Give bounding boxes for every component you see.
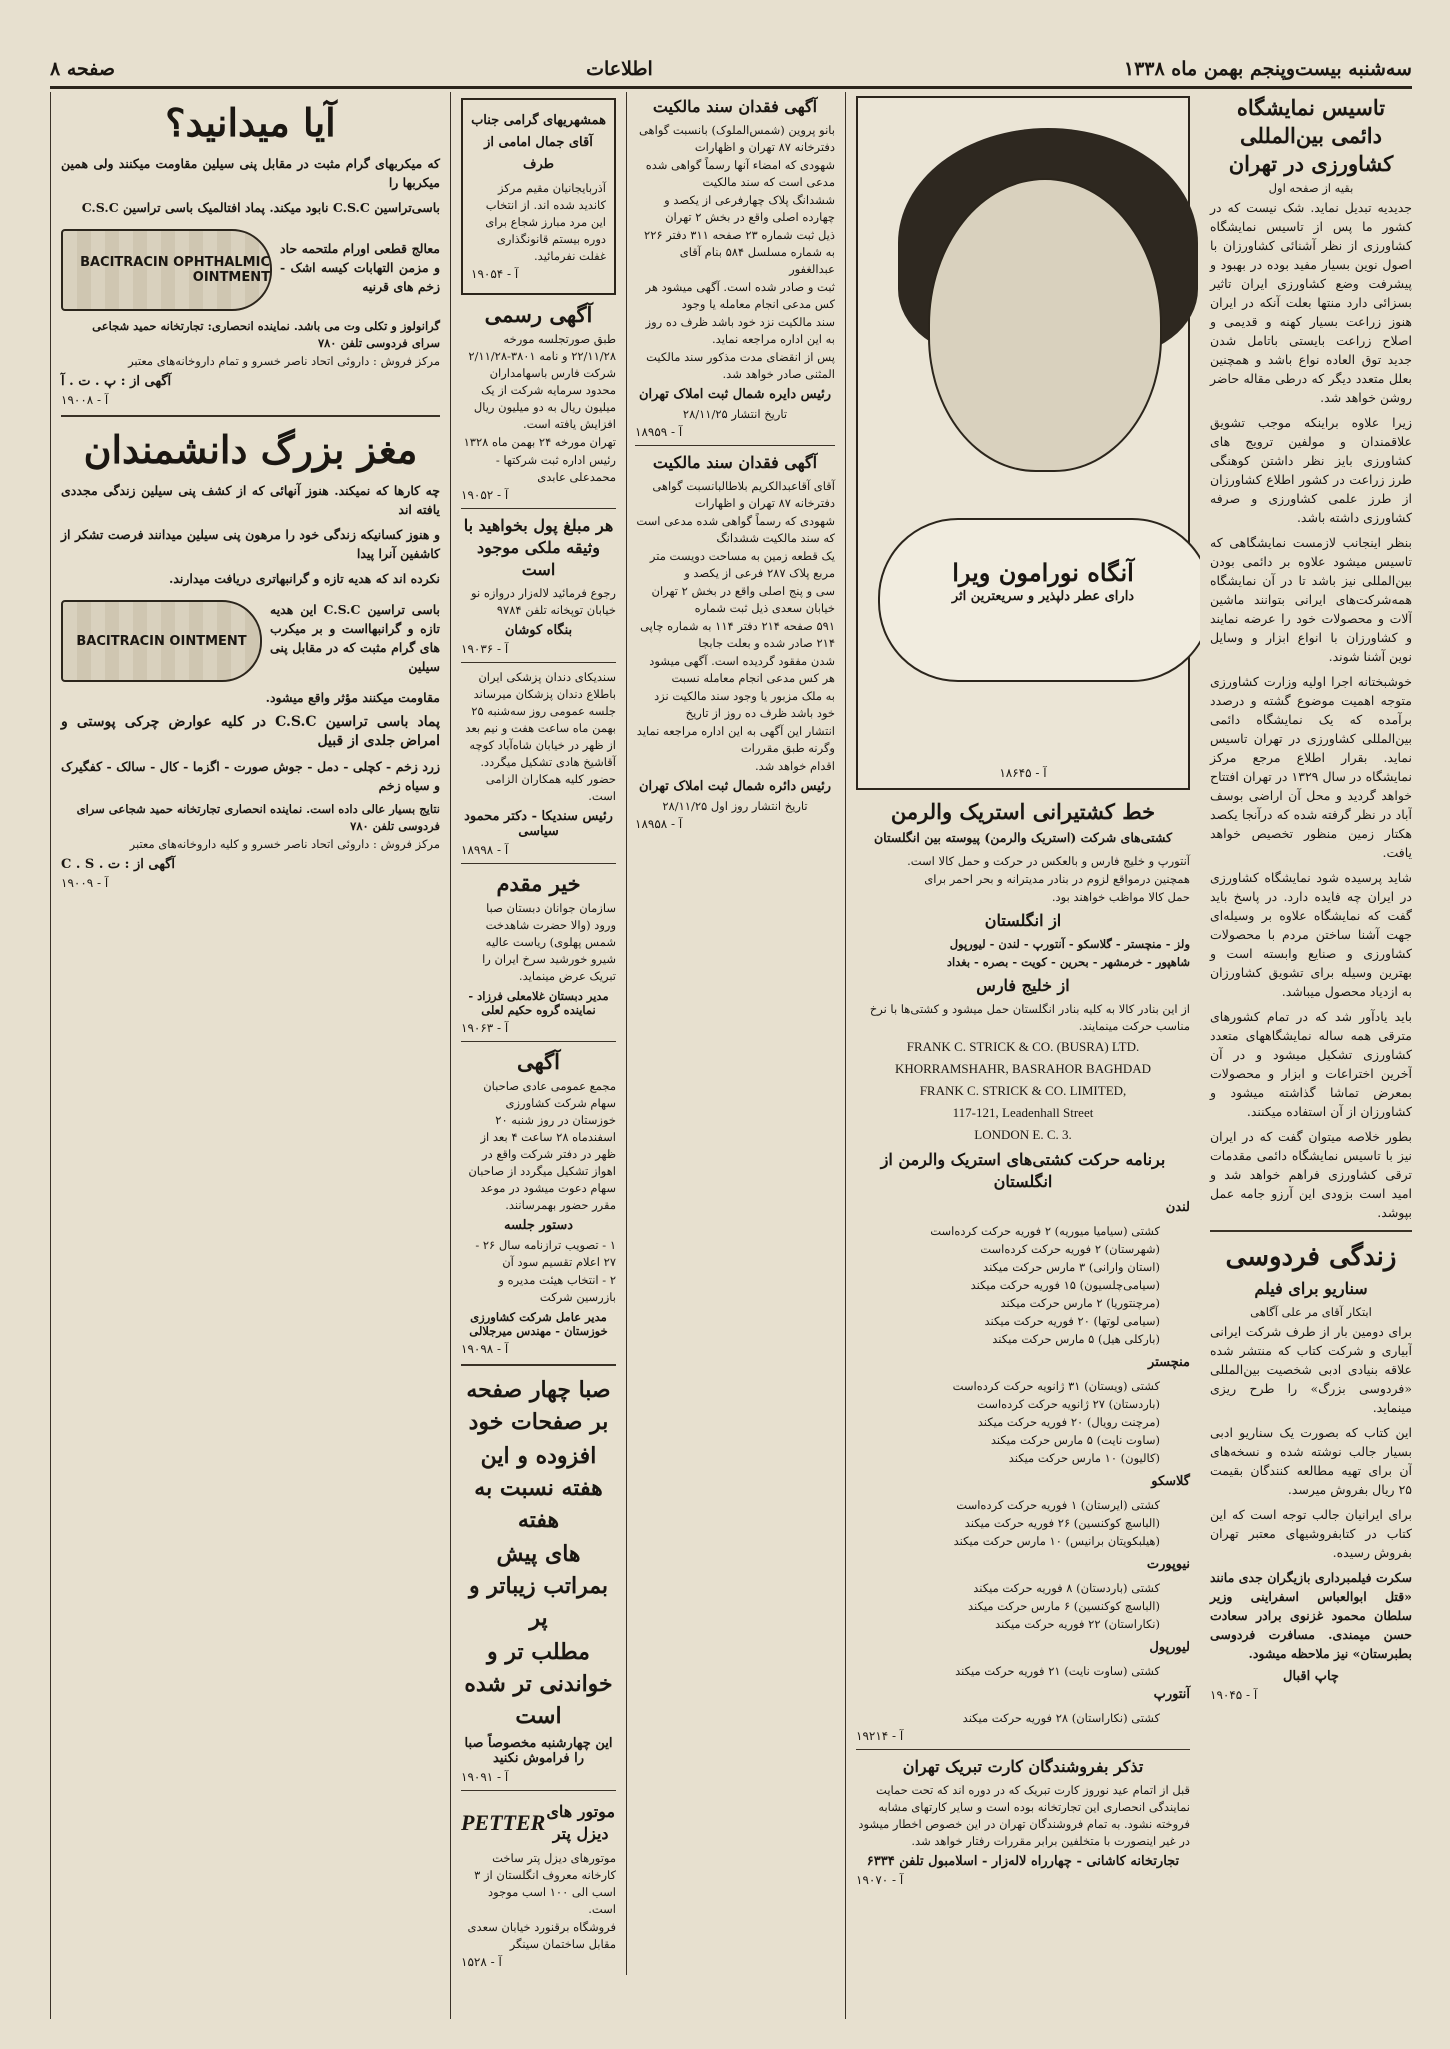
tube-label: BACITRACIN OPHTHALMIC OINTMENT	[80, 255, 270, 285]
cosmetic-ad	[856, 96, 1190, 790]
lost-deed-line: آقای آقاعبدالکریم بلاطالبانسبت گواهی دفترخانه ۸۷ تهران و اظهارات	[652, 479, 835, 510]
csc-ad2-line: و هنوز کسانیکه زندگی خود را مرهون پنی سیلین میدانند فرصت تشکر از کاشفین آنرا پیدا	[61, 527, 440, 561]
card-notice-sign: تجارتخانه کاشانی - چهارراه لاله‌زار - اسلامبول تلفن ۶۳۳۴	[866, 1854, 1180, 1869]
schedule-row: کشتی (سیامیا میوریه) ۲ فوریه حرکت کرده‌است	[930, 1224, 1160, 1238]
schedule-row: کشتی (ویستان) ۳۱ ژانویه حرکت کرده‌است	[952, 1379, 1160, 1393]
schedule-port: گلاسکو	[1151, 1474, 1190, 1489]
official-title: آگهی رسمی	[484, 302, 593, 327]
welcome-sign: مدیر دبستان غلامعلی فرزاد - نماینده گروه حکیم لعلی	[468, 989, 609, 1017]
csc-ad1-line: معالج قطعی اورام ملتحمه حاد و مزمن التهابات کیسه اشک - زخم های قرنیه	[280, 240, 440, 294]
company-line: FRANK C. STRICK & CO. LIMITED,	[919, 1083, 1127, 1098]
ointment-tube-illustration	[61, 600, 262, 682]
schedule-row: (مرچنتوریا) ۲ مارس حرکت میکند	[1000, 1296, 1160, 1310]
csc-ad2-line: نکرده اند که هدیه تازه و گرانبهاتری دریافت میدارند.	[169, 571, 440, 586]
lost-deed-line: شهودی که رسماً گواهی شده مدعی است که سند مالکیت ششدانگ	[636, 514, 835, 545]
ad-code: آ - ۱۹۰۰۸	[61, 393, 109, 407]
ad-code: آ - ۱۹۲۱۴	[856, 1729, 904, 1743]
ad-code: آ - ۱۸۹۹۸	[461, 843, 509, 857]
lost-deed-line: ذیل ثبت شماره ۲۳ صفحه ۳۱۱ دفتر ۲۲۶ به شماره مسلسل ۵۸۴ بنام آقای عبدالغفور	[644, 228, 835, 276]
sabah-line: مطلب تر و خواندنی تر شده است	[464, 1639, 613, 1729]
csc-ad2-line: زرد زخم - کچلی - دمل - جوش صورت - اگزما - کال - سالک - کفگیرک و سیاه زخم	[61, 759, 440, 793]
lost-deed-sign: رئیس دایره شمال ثبت املاک تهران	[638, 387, 832, 402]
ad-code: آ - ۱۹۰۹۸	[461, 1342, 509, 1356]
ad-code: آ - ۱۹۰۴۵	[1210, 1688, 1258, 1702]
notice-agenda-item: ۱ - تصویب ترازنامه سال ۲۶ - ۲۷ اعلام تقسیم سود آن	[475, 1238, 616, 1269]
lost-deed-date: تاریخ انتشار روز اول ۲۸/۱۱/۲۵	[662, 799, 808, 813]
schedule-row: (الباسچ کوکنسین) ۲۶ فوریه حرکت میکند	[964, 1516, 1160, 1530]
petter-brand: PETTER	[461, 1810, 546, 1835]
ferdowsi-paragraph: این کتاب که بصورت یک سناریو ادبی بسیار جالب نوشته شده و نسخه‌های آن برای تهیه مطالعه کنندگان بقیمت ۲۵ ریال بفروش میرسد.	[1210, 1425, 1412, 1497]
compatriots-notice	[461, 98, 616, 295]
csc-ad2-line: پماد باسی تراسین C.S.C در کلیه عوارض چرکی پوستی و امراض جلدی از قبیل	[61, 714, 440, 749]
lost-deed-line: ثبت و صادر شده است. آگهی میشود هر کس مدعی انجام معامله یا وجود	[645, 280, 835, 311]
lost-deeds-column	[626, 92, 835, 1975]
sabah-line: افزوده و این هفته نسبت به هفته	[474, 1443, 603, 1533]
ferdowsi-title: زندگی فردوسی	[1225, 1242, 1397, 1272]
lost-deed-title: آگهی فقدان سند مالکیت	[652, 453, 818, 472]
exhibition-paragraph: بنظر اینجانب لازمست نمایشگاهی که تاسیس میشود علاوه بر دائمی بودن بین‌المللی نیز باشد تا در آن نمایشگاه همه‌شرکت‌های ایرانی بتوانند ماشین آلات و محصولات خود را عرضه نمایند و کشاورزان با انواع ابزار و وسایل نوین آشنا شوند.	[1210, 535, 1412, 664]
exhibition-paragraph: زیرا علاوه براینکه موجب تشویق علاقمندان و مولفین ترویج های کشاورزی بایز نظر داشتن کوهنگی طرز زراعت در کشور اطلاع کشاورزان از طرز علمی کشاورزی و صرفه کشاورزی داشته باشد.	[1210, 415, 1412, 525]
divider	[1210, 1230, 1412, 1232]
sabah-line: های پیش بمراتب زیباتر و پر	[468, 1541, 609, 1631]
route-ports: شاهپور - خرمشهر - بحرین - کویت - بصره - بغداد	[946, 955, 1190, 969]
ointment-tube-illustration	[61, 229, 272, 311]
card-notice-body: قبل از اتمام عید نوروز کارت تبریک که در دوره اند که تحت حمایت نمایندگی انحصاری این تجارتخانه بوده است و سایر کارتهای مشابه فروخته نشود. به تمام فروشندگان تهران در این خصوص اخطار میشود در غیر اینصورت با متخلفین برابر مقررات رفتار خواهد شد.	[858, 1783, 1190, 1848]
schedule-row: (نکاراستان) ۲۲ فوریه حرکت میکند	[995, 1617, 1160, 1631]
lost-deed-line: ۵۹۱ صفحه ۲۱۴ دفتر ۱۱۴ به شماره چاپی ۲۱۴ صادر شده و بعلت جابجا	[640, 619, 835, 650]
schedule-port: لیورپول	[1149, 1640, 1190, 1655]
divider	[461, 1364, 616, 1366]
schedule-row: (استان وارانی) ۳ مارس حرکت میکند	[983, 1260, 1160, 1274]
notice-agenda-item: ۲ - انتخاب هیئت مدیره و بازرسین شرکت	[498, 1273, 616, 1304]
csc-ad1-line: باسی‌تراسین C.S.C نابود میکند. پماد افتالمیک باسی تراسین C.S.C	[81, 200, 440, 215]
welcome-title: خیر مقدم	[496, 871, 581, 896]
exhibition-paragraph: باید یادآور شد که در تمام کشورهای مترقی همه ساله نمایشگاههای متعدد کشاورزی تشکیل میشود و در آن آخرین اختراعات و ابزار و محصولات بمعرض تماشا گذاشته میشود و کشاورزان از آن استفاده میکنند.	[1210, 1009, 1412, 1119]
notice-body: مجمع عمومی عادی صاحبان سهام شرکت کشاورزی خوزستان در روز شنبه ۲۰ اسفندماه ۲۸ ساعت ۴ بعد از ظهر در دفتر شرکت واقع در اهواز تشکیل میگردد از صاحبان سهام دعوت میشود در موعد مقرر حضور بهمرسانند.	[468, 1079, 616, 1212]
divider	[461, 662, 616, 663]
notices-column	[461, 92, 616, 1975]
ad-code: آ - ۱۹۰۹۱	[461, 1770, 509, 1784]
csc-ad1-line: که میکربهای گرام مثبت در مقابل پنی سیلین مقاومت میکنند ولی همین میکربها را	[61, 156, 440, 190]
sabah-line: صبا چهار صفحه بر صفحات خود	[466, 1377, 611, 1435]
ad-code: آ - ۱۹۰۰۹	[61, 876, 109, 890]
schedule-row: (شهرستان) ۲ فوریه حرکت کرده‌است	[980, 1242, 1160, 1256]
ad-slogan-line1: آنگاه نورامون ویرا	[952, 558, 1134, 587]
page-number: صفحه ۸	[50, 58, 116, 80]
shipping-line: همچنین درمواقع لزوم در بنادر مدیترانه و بحر احمر برای	[924, 872, 1190, 886]
petter-title: موتور های دیزل پتر	[546, 1802, 616, 1843]
schedule-port: نیوپورت	[1146, 1557, 1190, 1572]
ferdowsi-paragraph: برای ایرانیان جالب توجه است که این کتاب در کتابفروشیهای معتبر تهران بفروش رسیده.	[1210, 1507, 1412, 1560]
csc-ad1-line: گرانولوز و تکلی وت می باشد. نماینده انحصاری: تجارتخانه حمید شجاعی سرای فردوسی تلفن ۷۸۰	[92, 319, 440, 350]
company-line: 117-121, Leadenhall Street	[952, 1105, 1094, 1120]
csc-ad1-footer: آگهی از : پ . ت . آ	[61, 374, 172, 389]
schedule-row: (کالیون) ۱۰ مارس حرکت میکند	[1008, 1451, 1160, 1465]
issue-date: سه‌شنبه بیست‌وپنجم بهمن ماه ۱۳۳۸	[1123, 58, 1412, 80]
schedule-row: کشتی (باردستان) ۸ فوریه حرکت میکند	[973, 1581, 1160, 1595]
compatriots-title: همشهریهای گرامی جناب آقای جمال امامی از طرف	[471, 113, 606, 172]
tube-label: BACITRACIN OINTMENT	[76, 633, 247, 649]
lost-deed-line: بانو پروین (شمس‌الملوک) بانسبت گواهی دفترخانه ۸۷ تهران و اظهارات	[638, 123, 835, 154]
woman-face-illustration	[928, 178, 1162, 472]
divider	[635, 445, 835, 446]
notice-sign: مدیر عامل شرکت کشاورزی خوزستان - مهندس میرجلالی	[469, 1310, 608, 1338]
official-body: طبق صورتجلسه مورخه ۲۲/۱۱/۲۸ و نامه ۳۸۰۱-۲/۱۱/۲۸ شرکت فارس باسهامداران محدود سرمایه شرکت از یک میلیون ریال به دو میلیون ریال افزایش یافته است.	[468, 332, 616, 431]
schedule-port: آنتورپ	[1153, 1687, 1190, 1702]
company-line: KHORRAMSHAHR, BASRAHOR BAGHDAD	[894, 1061, 1152, 1076]
ad-slogan-line2: دارای عطر دلپذیر و سریعترین اثر	[951, 589, 1135, 604]
notice-title: آگهی	[516, 1049, 560, 1074]
petter-body: موتورهای دیزل پتر ساخت کارخانه معروف انگلستان از ۳ اسب الی ۱۰۰ اسب موجود است.	[474, 1851, 616, 1916]
ad-code: آ - ۱۸۹۵۸	[635, 817, 683, 831]
column-classifieds	[450, 92, 845, 2019]
divider	[461, 863, 616, 864]
shipping-subtitle: کشتی‌های شرکت (استریک والرمن) پیوسته بین انگلستان	[873, 830, 1173, 845]
csc-ad1-product	[61, 223, 440, 317]
ferdowsi-paragraph: برای دومین بار از طرف شرکت ایرانی آبیاری و شرکت کتاب که منتشر شده علاقه بنیادی ادبی شخصیت بین‌المللی «فردوسی بزرگ» را طرح ریزی مینماید.	[1210, 1324, 1412, 1415]
company-line: LONDON E. C. 3.	[974, 1127, 1072, 1142]
lost-deed-title: آگهی فقدان سند مالکیت	[652, 97, 818, 116]
exhibition-subtitle: بقیه از صفحه اول	[1268, 181, 1354, 195]
divider	[856, 1749, 1190, 1750]
ferdowsi-subtitle: سناریو برای فیلم	[1254, 1279, 1368, 1298]
schedule-row: (ساوت نایت) ۵ مارس حرکت میکند	[990, 1433, 1160, 1447]
lost-deed-line: اقدام خواهد شد.	[754, 759, 835, 773]
exhibition-paragraph: بطور خلاصه میتوان گفت که در ایران نیز با تاسیس نمایشگاه دائمی مقدمات ترقی کشاورزی فراهم خواهد شد و امید است بزودی این آرزو جامه عمل بپوشد.	[1210, 1129, 1412, 1220]
csc-ad2-line: مقاومت میکنند مؤثر واقع میشود.	[265, 690, 440, 705]
page-header	[50, 40, 1412, 89]
csc-ad2-title: مغز بزرگ دانشمندان	[83, 427, 418, 472]
loan-sign: بنگاه کوشان	[504, 623, 573, 638]
shipping-line: حمل کالا مواظب خواهند بود.	[1051, 890, 1190, 904]
official-sign: رئیس اداره ثبت شرکتها - محمدعلی عابدی	[495, 453, 616, 484]
schedule-list	[856, 1197, 1190, 1727]
lost-deed-line: ششدانگ پلاک چهارفرعی از یکصد و چهارده اصلی واقع در بخش ۲ تهران	[664, 193, 835, 224]
schedule-port: منچستر	[1148, 1355, 1190, 1370]
ferdowsi-author: ابتکار آقای مر علی آگاهی	[1250, 1305, 1372, 1319]
csc-ad2-footer: آگهی از : ت . C . S	[61, 857, 176, 872]
lost-deed-line: یک قطعه زمین به مساحت دویست متر مربع پلاک ۲۸۷ فرعی از یکصد و	[649, 549, 835, 580]
schedule-row: (باردستان) ۲۷ ژانویه حرکت کرده‌است	[977, 1397, 1160, 1411]
schedule-row: (سیامی لوتها) ۲۰ فوریه حرکت میکند	[984, 1314, 1160, 1328]
petter-header	[461, 1797, 616, 1849]
csc-ad2-line: چه کارها که نمیکند. هنوز آنهائی که از کشف پنی سیلین زندگی مجددی یافته اند	[61, 483, 440, 517]
shipping-line: آنتورپ و خلیج فارس و بالعکس در حرکت و حمل کالا است.	[907, 854, 1190, 868]
column-shipping	[845, 92, 1200, 2019]
loan-title: هر مبلغ پول بخواهید با وثیقه ملکی موجود است	[463, 516, 614, 579]
lost-deed-line: سی و پنج اصلی واقع در بخش ۲ تهران خیابان سعدی ذیل ثبت شماره	[651, 584, 835, 615]
official-date: تهران مورخه ۲۴ بهمن ماه ۱۳۲۸	[463, 435, 616, 449]
ad-code: آ - ۱۹۰۷۰	[856, 1873, 904, 1887]
compatriots-body: آذربایجانیان مقیم مرکز کاندید شده اند. از انتخاب این مرد مبارز شجاع برای دوره بیستم قانونگذاری غفلت نفرمائید.	[485, 181, 606, 263]
exhibition-paragraph: شاید پرسیده شود نمایشگاه کشاورزی در ایران چه فایده دارد. در پاسخ باید گفت که نمایشگاه علاوه بر وسیله‌ای جهت آشنا ساختن مردم با محصولات کشاورزی و صنایع وابسته است و بهترین وسیله برای تشویق کشاورزان به ازدیاد محصول میباشد.	[1210, 870, 1412, 999]
route-text: از این بنادر کالا به کلیه بنادر انگلستان حمل میشود و کشتی‌ها با نرخ مناسب حرکت مینمایند.	[869, 1002, 1190, 1033]
loan-body: رجوع فرمائید لاله‌زار دروازه نو خیابان توپخانه تلفن ۹۷۸۴	[471, 586, 616, 617]
route-title: از خلیج فارس	[976, 976, 1070, 995]
schedule-row: کشتی (نکاراستان) ۲۸ فوریه حرکت میکند	[962, 1711, 1160, 1725]
lost-deed-line: سند مالکیت نزد خود باشد ظرف ده روز به این اداره مراجعه نماید.	[645, 315, 835, 346]
dentist-body: سندیکای دندان پزشکی ایران باطلاع دندان پزشکان میرساند جلسه عمومی روز سه‌شنبه ۲۵ بهمن ماه ساعت هفت و نیم بعد از ظهر در خیابان شاه‌آباد کوچه آقاشیخ هادی تشکیل میگردد. حضور کلیه همکاران الزامی است.	[465, 670, 616, 803]
ad-code: آ - ۱۵۲۸	[461, 1955, 502, 1969]
dentist-sign: رئیس سندیکا - دکتر محمود سیاسی	[464, 809, 613, 839]
csc-ad2-line: باسی تراسین C.S.C این هدیه تازه و گرانبهااست و بر میکرب های گرام مثبت که در مقابل پنی سیلین	[270, 602, 440, 674]
csc-ad1-title: آیا میدانید؟	[165, 100, 336, 145]
divider	[461, 508, 616, 509]
lost-deed-line: پس از انقضای مدت مذکور سند مالکیت المثنی صادر خواهد شد.	[646, 350, 835, 381]
lost-deed-line: به ملک مزبور یا وجود سند مالکیت نزد خود باشد ظرف ده روز از تاریخ	[654, 689, 835, 720]
lost-deed-date: تاریخ انتشار ۲۸/۱۱/۲۵	[682, 407, 788, 421]
ferdowsi-publisher: چاپ اقبال	[1283, 1669, 1339, 1684]
exhibition-paragraph: جدیدیه تبدیل نماید. شک نیست که در کشور ما پس از تاسیس نمایشگاه کشاورزی از نظر آشنائی کشاورزان با اصول نوین بسیار مفید بوده در بهبود و پیشرفت وضع کشاورزی ایران تاثیر بسزائی دارد منتها بعلت آنکه در ایران هنوز زراعت بسیار کهنه و قدیمی و اصلاح زراعت بایستی باتامل شدن جدید توق العاده نواع باشد و همچنین بعلل متعدد دیگر که درطی مقاله حاضر روشن خواهد شد.	[1210, 200, 1412, 405]
route-title: از انگلستان	[984, 911, 1062, 930]
column-csc-ads	[50, 92, 450, 2019]
petter-address: فروشگاه برقنورد خیابان سعدی مقابل ساختمان سینگر	[467, 1920, 616, 1951]
ad-code: آ - ۱۹۰۳۶	[461, 642, 509, 656]
lost-deed-line: شهودی که امضاء آنها رسماً گواهی شده مدعی است که سند مالکیت	[645, 158, 835, 189]
ad-code: آ - ۱۸۹۵۹	[635, 425, 683, 439]
csc-ad1-line: مرکز فروش : داروئی اتحاد ناصر خسرو و تمام داروخانه‌های معتبر	[128, 354, 440, 368]
paper-name: اطلاعات	[586, 58, 653, 80]
lost-deed-line: شدن مفقود گردیده است. آگهی میشود هر کس مدعی انجام معامله نسبت	[649, 654, 835, 685]
divider	[461, 1041, 616, 1042]
route-text: ولز - منچستر - گلاسکو - آنتورپ - لندن - لیورپول	[949, 937, 1190, 951]
schedule-title: برنامه حرکت کشتی‌های استریک والرمن از انگلستان	[880, 1150, 1166, 1191]
schedule-row: (الباسچ کوکنسین) ۶ مارس حرکت میکند	[968, 1599, 1160, 1613]
schedule-row: کشتی (ساوت نایت) ۲۱ فوریه حرکت میکند	[955, 1664, 1160, 1678]
ad-code: آ - ۱۹۰۵۴	[471, 267, 519, 281]
ad-slogan	[908, 558, 1178, 606]
divider	[61, 415, 440, 417]
ad-code: آ - ۱۹۰۶۳	[461, 1021, 509, 1035]
lost-deed-sign: رئیس دائره شمال ثبت املاک تهران	[638, 779, 832, 794]
lost-deed-line: انتشار این آگهی به این اداره مراجعه نماید وگرنه طبق مقررات	[636, 724, 835, 755]
schedule-row: (سیامی‌چلسیون) ۱۵ فوریه حرکت میکند	[970, 1278, 1160, 1292]
welcome-body: سازمان جوانان دبستان صبا ورود (والا حضرت شاهدخت شمس پهلوی) ریاست عالیه شیرو خورشید سرخ ایران را تبریک عرض مینماید.	[482, 901, 616, 983]
ferdowsi-paragraph: سکرت فیلمبرداری بازیگران جدی مانند «قتل ابوالعباس اسفراینی وزیر سلطان محمود غزنوی برادر سعادت حسن میمندی. مسافرت فردوسی بطبرستان» نیز ملاحظه میشود.	[1210, 1570, 1412, 1661]
company-line: FRANK C. STRICK & CO. (BUSRA) LTD.	[906, 1039, 1140, 1054]
exhibition-title: تاسیس نمایشگاه دائمی بین‌المللی کشاورزی در تهران	[1228, 95, 1394, 176]
schedule-port: لندن	[1165, 1200, 1190, 1215]
ad-code: آ - ۱۹۰۵۲	[461, 488, 509, 502]
column-exhibition	[1200, 92, 1412, 2019]
schedule-row: (مرچنت رویال) ۲۰ فوریه حرکت میکند	[977, 1415, 1160, 1429]
schedule-row: (هیلبکویتان برانیس) ۱۰ مارس حرکت میکند	[953, 1534, 1160, 1548]
csc-ad2-line: مرکز فروش : داروئی اتحاد ناصر خسرو و کلیه داروخانه‌های معتبر	[129, 837, 440, 851]
schedule-row: (بارکلی هیل) ۵ مارس حرکت میکند	[992, 1332, 1160, 1346]
schedule-row: کشتی (ایرستان) ۱ فوریه حرکت کرده‌است	[956, 1498, 1160, 1512]
card-notice-title: تذکر بفروشندگان کارت تبریک تهران	[902, 1757, 1144, 1776]
ad-code: آ - ۱۸۶۴۵	[999, 766, 1047, 780]
exhibition-paragraph: خوشبختانه اجرا اولیه وزارت کشاورزی متوجه اهمیت موضوع گشته و درصدد برآمده که یک نمایشگاه دائمی بین‌المللی کشاورزی در تهران تاسیس نماید. بقرار اطلاع مرجع مرکز نمایشگاه در سال ۱۳۲۹ در تهران افتتاح خواهد گردید و محل آن اراضی بوسف آباد در نظر گرفته شده که درآنجا یکصد هکتار زمین منظور تخصیص خواهد یافت.	[1210, 674, 1412, 860]
csc-ad2-product	[61, 594, 440, 688]
divider	[461, 1790, 616, 1791]
notice-agenda-title: دستور جلسه	[503, 1218, 574, 1233]
csc-ad2-line: نتایج بسیار عالی داده است. نماینده انحصاری تجارتخانه حمید شجاعی سرای فردوسی تلفن ۷۸۰	[76, 802, 440, 833]
shipping-title: خط کشتیرانی استریک والرمن	[890, 799, 1156, 824]
sabah-footer: این چهارشنبه مخصوصاً صبا را فراموش نکنید	[464, 1736, 613, 1766]
